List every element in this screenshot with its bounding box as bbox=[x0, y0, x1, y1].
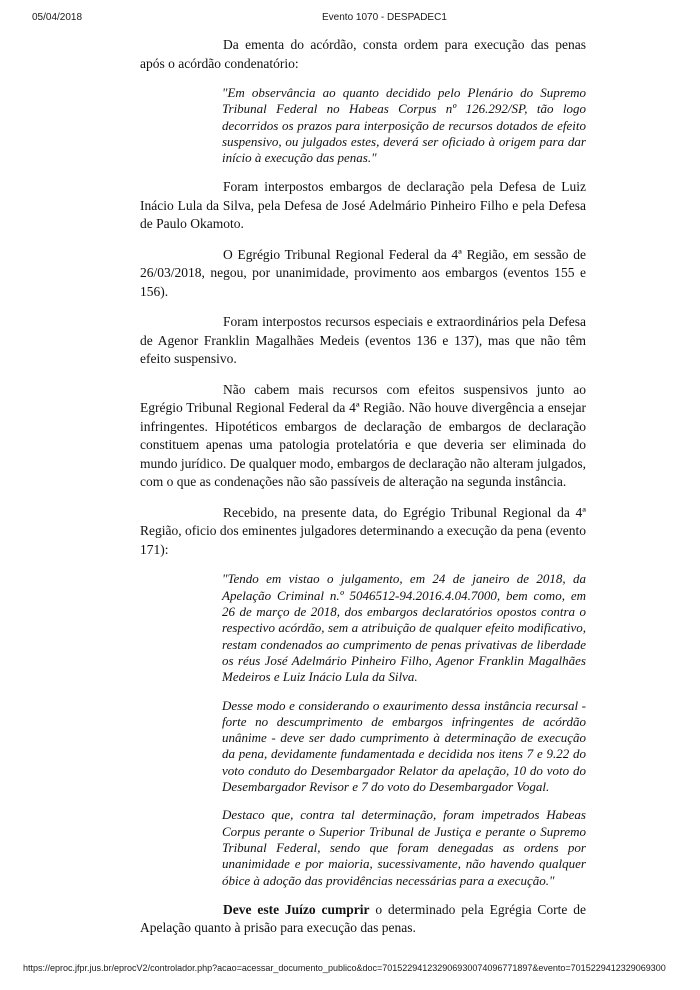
paragraph-recursos-especiais: Foram interpostos recursos especiais e extraordinários pela Defesa de Agenor Franklin Magalhães Medeis (eventos 136 e 137), mas que não têm efeito suspensivo. bbox=[140, 314, 586, 367]
decision-text bbox=[140, 36, 586, 950]
closing-paragraph bbox=[140, 901, 586, 938]
paragraph-ementa: Da ementa do acórdão, consta ordem para execução das penas após o acórdão condenatório: bbox=[140, 37, 586, 71]
closing-rest-text: o determinado pela Egrégia Corte de Apelação quanto à prisão para execução das penas. bbox=[140, 901, 586, 936]
quote-oficio-part-2: Desse modo e considerando o exaurimento dessa instância recursal - forte no descumprimento de embargos infringentes de acórdão unânime - deve ser dado cumprimento à determinação de execução da pena, devidamente fundamentada e decidida nos itens 7 e 9.22 do voto conduto do Desembargador Relator da apelação, 10 do voto do Desembargador Revisor e 7 do voto do Desembargador Vogal. bbox=[222, 697, 586, 795]
print-date: 05/04/2018 bbox=[32, 12, 83, 23]
quote-oficio-part-3: Destaco que, contra tal determinação, foram impetrados Habeas Corpus perante o Superior Tribunal de Justiça e perante o Supremo Tribunal Federal, sendo que foram denegadas as ordens por unanimidade e por maioria, sucessivamente, não havendo qualquer óbice à adoção das providências necessárias para a execução." bbox=[222, 807, 586, 888]
paragraph-embargos-declaracao: Foram interpostos embargos de declaração pela Defesa de Luiz Inácio Lula da Silva, pela Defesa de José Adelmário Pinheiro Filho e pela Defesa de Paulo Okamoto. bbox=[140, 179, 586, 232]
footer-url: https://eproc.jfpr.jus.br/eprocV2/controlador.php?acao=acessar_documento_publico&doc=701522941232906930074096771897&evento=7015229412329069300 bbox=[23, 963, 666, 973]
quote-stf-habeas-corpus: "Em observância ao quanto decidido pelo Plenário do Supremo Tribunal Federal no Habeas Corpus nº 126.292/SP, tão logo decorridos os prazos para interposição de recursos dotados de efeito suspensivo, ou julgados estes, deverá ser oficiado à origem para dar início à execução das penas." bbox=[222, 85, 586, 166]
quote-oficio-part-1: "Tendo em vistao o julgamento, em 24 de janeiro de 2018, da Apelação Criminal n.º 5046512-94.2016.4.04.7000, bem como, em 26 de março de 2018, dos embargos declaratórios opostos contra o respectivo acórdão, sem a atribuição de qualquer efeito modificativo, restam condenados ao cumprimento de penas privativas de liberdade os réus José Adelmário Pinheiro Filho, Agenor Franklin Magalhães Medeiros e Luiz Inácio Lula da Silva. bbox=[222, 571, 586, 685]
closing-bold-text: Deve este Juízo cumprir bbox=[223, 901, 370, 917]
event-title: Evento 1070 - DESPADEC1 bbox=[322, 12, 447, 23]
print-header bbox=[0, 12, 700, 26]
paragraph-recebido-oficio: Recebido, na presente data, do Egrégio Tribunal Regional da 4ª Região, oficio dos eminentes julgadores determinando a execução da pena (evento 171): bbox=[140, 504, 586, 557]
paragraph-trf4-sessao: O Egrégio Tribunal Regional Federal da 4ª Região, em sessão de 26/03/2018, negou, por unanimidade, provimento aos embargos (eventos 155 e 156). bbox=[140, 246, 586, 299]
paragraph-nao-cabem-recursos: Não cabem mais recursos com efeitos suspensivos junto ao Egrégio Tribunal Regional Federal da 4ª Região. Não houve divergência a ensejar infringentes. Hipotéticos embargos de declaração de embargos de declaração constituem apenas uma patologia protelatória e que deveria ser eliminada do mundo jurídico. De qualquer modo, embargos de declaração não alteram julgados, com o que as condenações não são passíveis de alteração na segunda instância. bbox=[140, 381, 586, 490]
